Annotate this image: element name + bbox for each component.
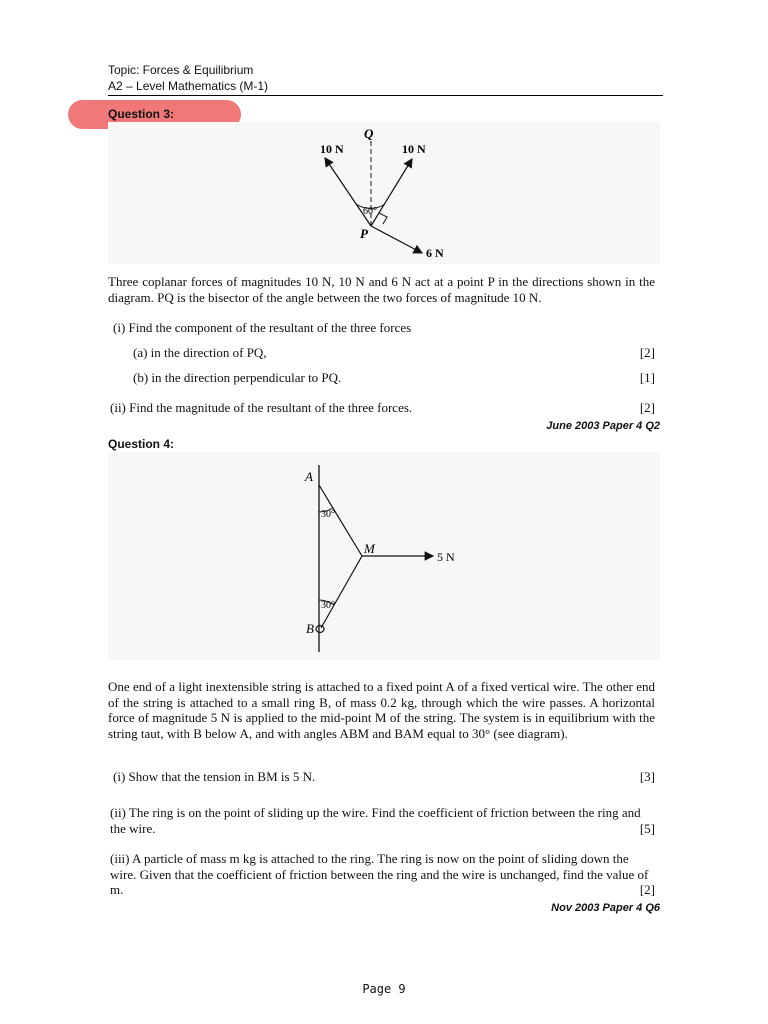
q4-stem-text: One end of a light inextensible string is attached to a fixed point A of a fixed vertical wire. The other end of the string is attached to a small ring B, of mass 0.2 kg, through which the wire passes. A horizontal force of magnitude 5 N is applied to the mid-point M of the string. The system is in equilibrium with the string taut, with B below A, and with angles ABM and BAM equal to 30° (see diagram). — [108, 679, 655, 741]
string-am — [319, 485, 362, 556]
q3-part-b-marks: [1] — [639, 370, 655, 385]
q4-part-ii: (ii) The ring is on the point of sliding up the wire. Find the coefficient of friction between the ring and the wire. — [110, 805, 641, 836]
label-a: A — [305, 469, 313, 484]
q4-part-iii: (iii) A particle of mass m kg is attached to the ring. The ring is now on the point of sliding down the wire. Given that the coefficient of friction between the ring and the wire is unchanged, find the value of m. — [110, 851, 649, 897]
q3-part-b: (b) in the direction perpendicular to PQ. — [133, 370, 342, 385]
question-3-label: Question 3: — [108, 107, 175, 121]
header-course: A2 – Level Mathematics (M-1) — [108, 79, 269, 93]
label-p: P — [360, 226, 368, 241]
label-angle-60: 60° — [363, 206, 377, 217]
string-mb — [321, 556, 362, 628]
question-4-label: Question 4: — [108, 437, 175, 451]
q4-part-i: (i) Show that the tension in BM is 5 N. — [113, 769, 316, 784]
label-angle-top: 30° — [321, 509, 335, 520]
q4-part-ii-marks: [5] — [639, 821, 655, 836]
q4-reference: Nov 2003 Paper 4 Q6 — [551, 902, 660, 914]
ring-b — [316, 626, 324, 633]
label-b: B — [306, 621, 314, 636]
q4-part-iii-marks: [2] — [639, 882, 655, 897]
label-force-down: 6 N — [426, 246, 444, 260]
q3-force-diagram — [0, 0, 768, 300]
q3-part-a: (a) in the direction of PQ, — [133, 345, 267, 360]
label-force-right: 10 N — [402, 142, 426, 156]
q3-part-i: (i) Find the component of the resultant of the three forces — [113, 320, 412, 335]
right-angle-mark — [379, 213, 387, 224]
label-angle-bottom: 30° — [321, 600, 335, 611]
label-m: M — [364, 541, 375, 556]
q4-string-diagram — [0, 440, 768, 670]
force-right-arrow — [371, 159, 412, 226]
label-q: Q — [364, 126, 374, 141]
page-number: Page 9 — [362, 982, 406, 996]
q3-part-ii-marks: [2] — [639, 400, 655, 415]
q3-stem-text: Three coplanar forces of magnitudes 10 N, 10 N and 6 N act at a point P in the directions shown in the diagram. PQ is the bisector of the angle between the two forces of magnitude 10 N. — [108, 274, 655, 305]
q4-part-i-marks: [3] — [639, 769, 655, 784]
q3-reference: June 2003 Paper 4 Q2 — [546, 420, 660, 432]
label-force-5n: 5 N — [437, 550, 455, 564]
header-topic: Topic: Forces & Equilibrium — [108, 63, 254, 77]
q3-part-a-marks: [2] — [639, 345, 655, 360]
q3-part-ii: (ii) Find the magnitude of the resultant of the three forces. — [110, 400, 413, 415]
force-down-arrow — [371, 226, 422, 253]
label-force-left: 10 N — [320, 142, 344, 156]
